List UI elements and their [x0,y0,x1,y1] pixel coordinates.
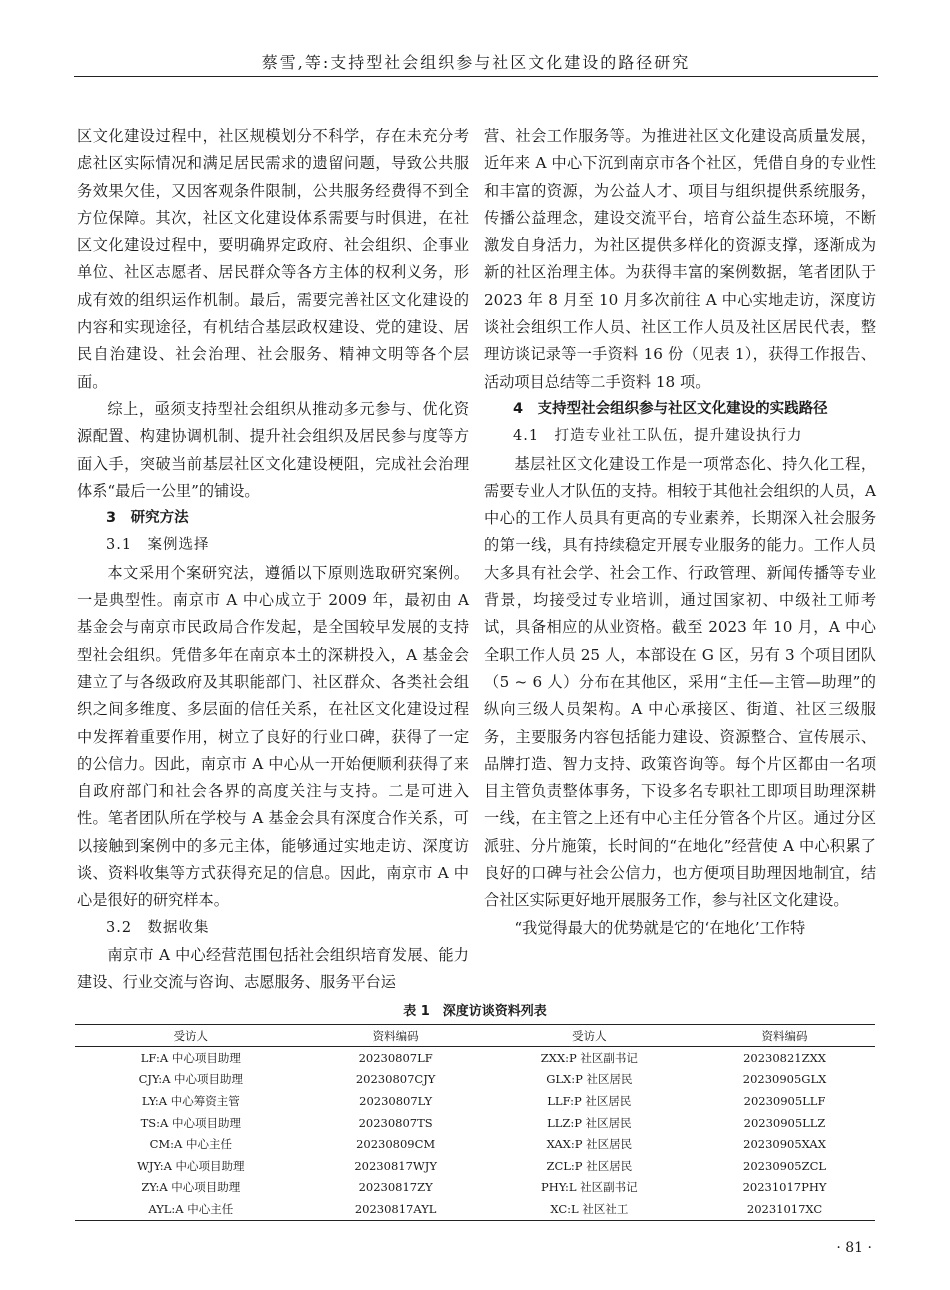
left-column [77,123,469,997]
table-cell: 20230905ZCL [743,1158,827,1173]
table-cell: ZY:A 中心项目助理 [141,1180,241,1195]
table-row [75,1177,875,1199]
table-cell: 20230905XAX [743,1137,826,1152]
section-heading: 4 支持型社会组织参与社区文化建设的实践路径 [513,400,828,417]
subsection-heading: 3.2 数据收集 [106,919,210,936]
table-cell: 20230817AYL [307,1198,485,1220]
table-cell: WJY:A 中心项目助理 [137,1158,245,1173]
table-header-row [75,1025,875,1047]
paragraph: 本文采用个案研究法，遵循以下原则选取研究案例。一是典型性。南京市 A 中心成立于 2009 年，最初由 A 基金会与南京市民政局合作发起，是全国较早发展的支持型社会组织。凭借多年在南京本土的深耕投入，A 基金会建立了与各级政府及其职能部门、社区群众、各类社会组织之间多维度、多层面的信任关系，在社区文化建设过程中发挥着重要作用，树立了良好的行业口碑，获得了一定的公信力。因此，南京市 A 中心从一开始便顺利获得了来自政府部门和社会各界的高度关注与支持。二是可进入性。笔者团队所在学校与 A 基金会具有深度合作关系，可以接触到案例中的多元主体，能够通过实地走访、深度访谈、资料收集等方式获得充足的信息。因此，南京市 A 中心是很好的研究样本。 [77,563,469,910]
table-cell: 20230905LLF [743,1093,826,1108]
subsection-heading: 4.1 打造专业社工队伍，提升建设执行力 [513,428,803,445]
table-cell: 20231017PHY [742,1180,827,1195]
column-header: 资料编码 [694,1025,875,1047]
table-row [75,1069,875,1091]
table-cell: 20230817WJY [354,1158,437,1173]
table-cell: 20230817ZY [358,1180,433,1195]
table-cell: 20230807CJY [355,1072,436,1087]
table-cell: XC:L 社区社工 [485,1198,694,1220]
table-cell: CJY:A 中心项目助理 [138,1072,244,1087]
table-cell: 20230905GLX [742,1072,827,1087]
table-row [75,1090,875,1112]
column-header: 受访人 [485,1025,694,1047]
table-cell: CM:A 中心主任 [149,1137,233,1152]
table-cell: XAX:P 社区居民 [546,1137,633,1152]
table-cell: 20230807LF [358,1050,433,1065]
table-cell: LLF:P 社区居民 [547,1093,632,1108]
table-cell: AYL:A 中心主任 [75,1198,307,1220]
table-cell: PHY:L 社区副书记 [541,1180,638,1195]
page-number: · 81 · [836,1240,872,1256]
table-cell: LF:A 中心项目助理 [140,1050,241,1065]
column-header: 资料编码 [307,1025,485,1047]
table-cell: 20230821ZXX [743,1050,826,1065]
table-cell: ZXX:P 社区副书记 [540,1050,638,1065]
paragraph: “我觉得最大的优势就是它的‘在地化’工作特 [514,918,806,937]
paragraph: 区文化建设过程中，社区规模划分不科学，存在未充分考虑社区实际情况和满足居民需求的遗留问题，导致公共服务效果欠佳，又因客观条件限制，公共服务经费得不到全方位保障。其次，社区文化建设体系需要与时俱进，在社区文化建设过程中，要明确界定政府、社会组织、企事业单位、社区志愿者、居民群众等各方主体的权利义务，形成有效的组织运作机制。最后，需要完善社区文化建设的内容和实现途径，有机结合基层政权建设、党的建设、居民自治建设、社会治理、社会服务、精神文明等各个层面。 [77,127,469,391]
table-cell: 20230905LLZ [743,1115,826,1130]
table-row [75,1198,875,1220]
table-cell: 20231017XC [694,1198,875,1220]
subsection-heading: 3.1 案例选择 [106,537,210,554]
table-cell: LY:A 中心筹资主管 [141,1093,240,1108]
table-cell: ZCL:P 社区居民 [546,1158,633,1173]
running-header: 蔡雪,等:支持型社会组织参与社区文化建设的路径研究 [74,52,878,77]
table-row [75,1133,875,1155]
table-row [75,1155,875,1177]
right-column [484,123,876,942]
table-cell: LLZ:P 社区居民 [547,1115,632,1130]
interview-table [75,1002,875,1221]
paragraph: 营、社会工作服务等。为推进社区文化建设高质量发展，近年来 A 中心下沉到南京市各个社区，凭借自身的专业性和丰富的资源，为公益人才、项目与组织提供系统服务，传播公益理念，建设交流平台，培育公益生态环境，不断激发自身活力，为社区提供多样化的资源支撑，逐渐成为新的社区治理主体。为获得丰富的案例数据，笔者团队于 2023 年 8 月至 10 月多次前往 A 中心实地走访，深度访谈社会组织工作人员、社区工作人员及社区居民代表，整理访谈记录等一手资料 16 份（见表 1），获得工作报告、活动项目总结等二手资料 18 项。 [484,127,876,391]
table-row [75,1112,875,1134]
table-cell: TS:A 中心项目助理 [140,1115,242,1130]
table-cell: GLX:P 社区居民 [546,1072,633,1087]
section-heading: 3 研究方法 [106,510,189,527]
column-header: 受访人 [75,1025,307,1047]
table-row [75,1047,875,1069]
paragraph: 南京市 A 中心经营范围包括社会组织培育发展、能力建设、行业交流与咨询、志愿服务、服务平台运 [77,945,469,992]
paragraph: 基层社区文化建设工作是一项常态化、持久化工程，需要专业人才队伍的支持。相较于其他社会组织的人员，A 中心的工作人员具有更高的专业素养，长期深入社会服务的第一线，具有持续稳定开展专业服务的能力。工作人员大多具有社会学、社会工作、行政管理、新闻传播等专业背景，均接受过专业培训，通过国家初、中级社工师考试，具备相应的从业资格。截至 2023 年 10 月，A 中心全职工作人员 25 人，本部设在 G 区，另有 3 个项目团队（5 ~ 6 人）分布在其他区，采用“主任—主管—助理”的纵向三级人员架构。A 中心承接区、街道、社区三级服务，主要服务内容包括能力建设、资源整合、宣传展示、品牌打造、智力支持、政策咨询等。每个片区都由一名项目主管负责整体事务，下设多名专职社工即项目助理深耕一线，在主管之上还有中心主任分管各个片区。通过分区派驻、分片施策，长时间的“在地化”经营使 A 中心积累了良好的口碑与社会公信力，也方便项目助理因地制宜，结合社区实际更好地开展服务工作，参与社区文化建设。 [484,454,876,910]
table-cell: 20230807LY [359,1093,433,1108]
table-cell: 20230809CM [356,1137,436,1152]
table-cell: 20230807TS [358,1115,433,1130]
paragraph: 综上，亟须支持型社会组织从推动多元参与、优化资源配置、构建协调机制、提升社会组织及居民参与度等方面入手，突破当前基层社区文化建设梗阻，完成社会治理体系“最后一公里”的铺设。 [77,399,469,500]
table-caption: 表 1 深度访谈资料列表 [403,1004,547,1019]
